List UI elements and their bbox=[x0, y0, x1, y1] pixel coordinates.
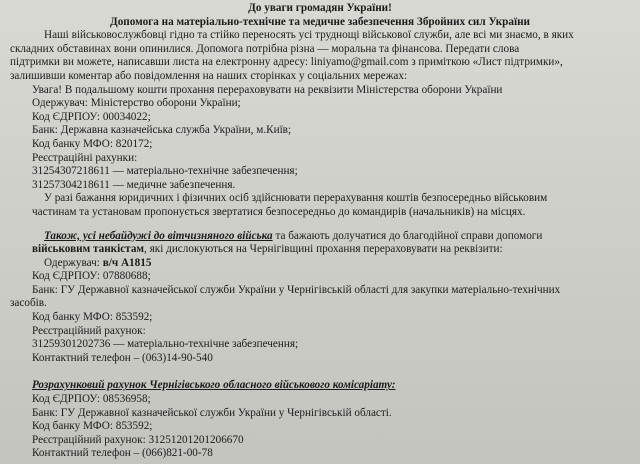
tankists-bank: Банк: ГУ Державної казначейської служби України у Чернігівській області для закупки матеріально-технічних bbox=[32, 283, 561, 296]
tankists-edrpou: Код ЄДРПОУ: 07880688; bbox=[32, 270, 151, 283]
tankists-intro-text: та бажають долучатися до благодійної справи допомоги bbox=[272, 229, 543, 242]
tankists-phone: Контактний телефон – (063)14-90-540 bbox=[32, 351, 213, 364]
intro-line: підтримки ви можете, написавши листа на електронну адресу: liniyamo@gmail.com з приміткою «Лист підтримки», bbox=[10, 56, 563, 69]
ministry-bank: Банк: Державна казначейська служба України, м.Київ; bbox=[32, 124, 292, 137]
ministry-note: У разі бажання юридичних і фізичних осіб здійснювати перерахування коштів безпосередньо військовим bbox=[44, 192, 548, 205]
ministry-account: 31254307218611 — матеріально-технічне забезпечення; bbox=[32, 165, 298, 178]
commissariat-title: Розрахунковий рахунок Чернігівського обласного військового комісаріату: bbox=[32, 379, 396, 392]
tankists-intro bbox=[10, 243, 630, 257]
ministry-mfo: Код банку МФО: 820172; bbox=[32, 137, 153, 150]
ministry-account: 31257304218611 — медичне забезпечення. bbox=[32, 178, 236, 191]
tankists-account-label: Реєстраційний рахунок: bbox=[32, 324, 146, 337]
tankists-account: 31259301202736 — матеріально-технічне забезпечення; bbox=[32, 338, 299, 351]
tankists-intro bbox=[10, 230, 630, 244]
commissariat-account: Реєстраційний рахунок: 31251201201206670 bbox=[32, 433, 244, 446]
tankists-recipient bbox=[10, 257, 630, 271]
commissariat-edrpou: Код ЄДРПОУ: 08536958; bbox=[32, 393, 151, 406]
intro-line: Наші військовослужбовці гідно та стійко переносять усі труднощі військової служби, але всі ми знаємо, в яких bbox=[44, 29, 574, 42]
ministry-recipient: Одержувач: Міністерство оборони України; bbox=[32, 97, 241, 110]
intro-line: складних обставинах вони опинилися. Допомога потрібна різна — моральна та фінансова. Передати слова bbox=[10, 42, 520, 55]
tankists-recipient-label: Одержувач: bbox=[44, 256, 103, 269]
commissariat-mfo: Код банку МФО: 853592; bbox=[32, 420, 153, 433]
ministry-edrpou: Код ЄДРПОУ: 00034022; bbox=[32, 110, 151, 123]
tankists-intro-emphasis: Також, усі небайдужі до вітчизняного війська bbox=[44, 229, 273, 242]
commissariat-phone: Контактний телефон – (066)821-00-78 bbox=[32, 447, 213, 460]
heading-main: Допомога на матеріально-технічне та медичне забезпечення Збройних сил України bbox=[110, 15, 530, 28]
tankists-bank: засобів. bbox=[10, 297, 47, 310]
commissariat-bank: Банк: ГУ Державної казначейської служби України у Чернігівській області. bbox=[32, 406, 392, 419]
tankists-intro-bold: військовим танкістам bbox=[32, 243, 145, 256]
ministry-notice: Увага! В подальшому кошти прохання перераховувати на реквізити Міністерства оборони України bbox=[32, 83, 503, 96]
ministry-accounts-label: Реєстраційні рахунки: bbox=[32, 151, 138, 164]
tankists-recipient-value: в/ч А1815 bbox=[102, 256, 152, 269]
tankists-intro-text: , які дислокуються на Чернігівщині прохання перераховувати на реквізити: bbox=[144, 243, 503, 256]
tankists-mfo: Код банку МФО: 853592; bbox=[32, 311, 153, 324]
ministry-note: частинам та установам пропонується звертатися безпосередньо до командирів (начальників) на місцях. bbox=[32, 205, 526, 218]
heading-attention: До уваги громадян України! bbox=[248, 2, 392, 14]
intro-line: залишивши коментар або повідомлення на наших сторінках у соціальних мережах: bbox=[10, 69, 408, 82]
